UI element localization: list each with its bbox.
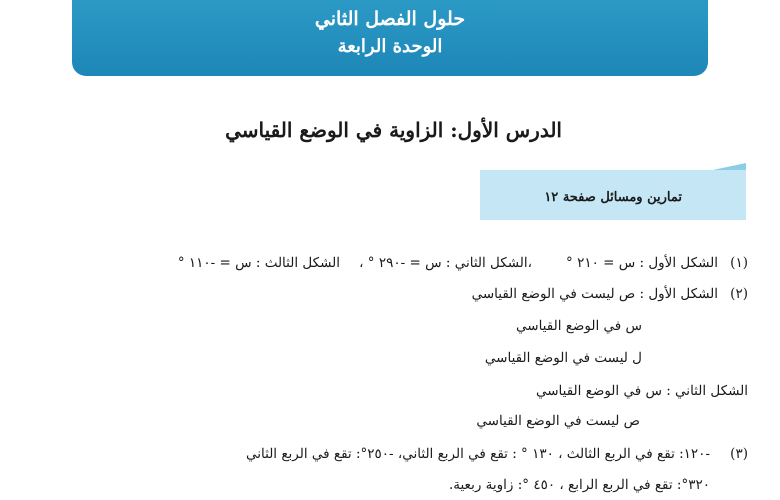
q3-line2: ٣٢٠°: تقع في الربع الرابع ، ٤٥٠ °: زاوية ربعية. <box>448 477 710 493</box>
q1-figure3: الشكل الثالث : س = -١١٠ ° <box>177 255 340 271</box>
unit-title: الوحدة الرابعة <box>337 36 443 57</box>
q2-number: (٢) <box>730 286 748 302</box>
chapter-title: حلول الفصل الثاني <box>314 8 466 30</box>
q1-figure2: ،الشكل الثاني : س = -٢٩٠ ° ، <box>359 255 532 271</box>
q2-line1: الشكل الأول : ص ليست في الوضع القياسي <box>471 286 718 302</box>
chapter-banner <box>72 0 708 76</box>
q2-line2: س في الوضع القياسي <box>516 318 642 334</box>
lesson-title: الدرس الأول: الزاوية في الوضع القياسي <box>225 118 562 142</box>
q2-line5: ص ليست في الوضع القياسي <box>476 413 640 429</box>
q1-figure1: الشكل الأول : س = ٢١٠ ° <box>566 255 718 271</box>
q2-line4: الشكل الثاني : س في الوضع القياسي <box>535 383 748 399</box>
exercise-label: تمارين ومسائل صفحة ١٢ <box>544 190 682 205</box>
q2-line3: ل ليست في الوضع القياسي <box>484 350 642 366</box>
q3-line1: -١٢٠: تقع في الربع الثالث ، ١٣٠ ° : تقع في الربع الثاني، -٢٥٠°: تقع في الربع الثاني <box>246 446 710 462</box>
q1-number: (١) <box>730 255 748 271</box>
q3-number: (٣) <box>730 446 748 462</box>
